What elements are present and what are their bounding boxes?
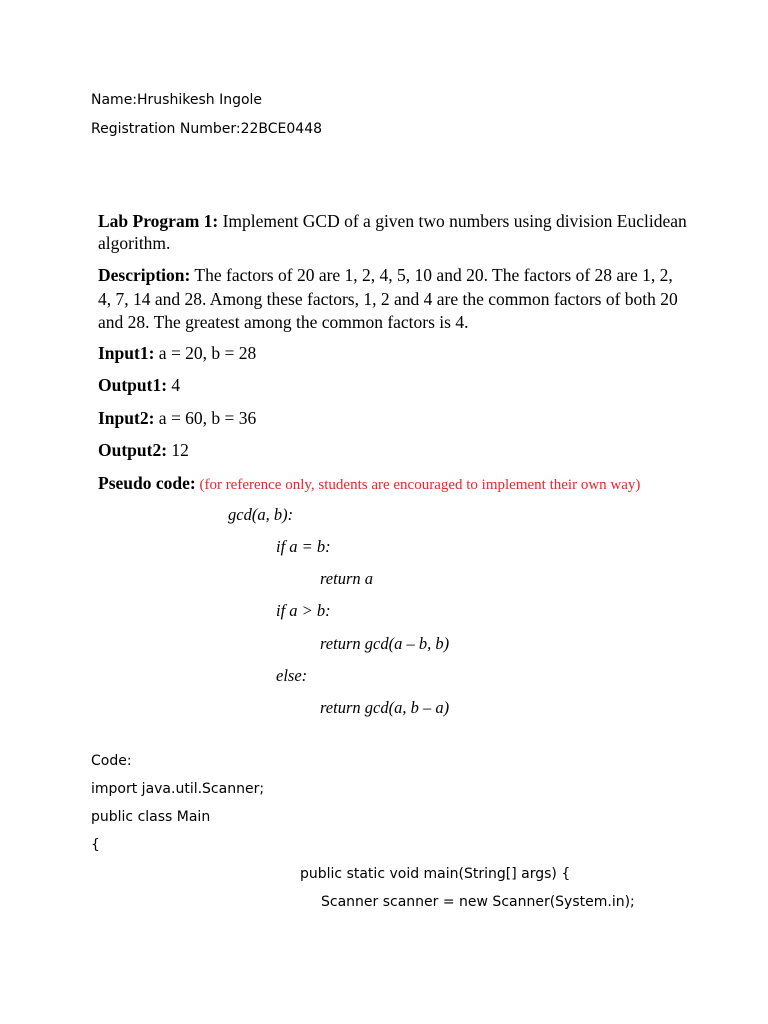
lab-title [98,211,687,232]
registration-number: Registration Number:22BCE0448 [91,121,323,137]
pseudo-line-if-greater: if a > b: [276,601,331,620]
input2-value: a = 60, b = 36 [154,408,257,428]
code-line-scanner: Scanner scanner = new Scanner(System.in); [321,894,635,910]
pseudo-line-return-gcd-2: return gcd(a, b – a) [320,698,450,717]
lab-title-text: Implement GCD of a given two numbers using division Euclidean [218,211,687,231]
code-line-import: import java.util.Scanner; [91,781,265,797]
description-line-2: 4, 7, 14 and 28. Among these factors, 1, 2 and 4 are the common factors of both 20 [98,289,678,309]
pseudo-line-if-equal: if a = b: [276,537,331,556]
input2 [98,408,256,429]
output1 [98,375,180,396]
description-label: Description: [98,265,191,285]
pseudo-line-return-a: return a [320,569,374,588]
output2-label: Output2: [98,440,168,460]
lab-title-continued: algorithm. [98,233,171,253]
lab-title-label: Lab Program 1: [98,211,219,231]
pseudo-code-note: (for reference only, students are encouraged to implement their own way) [195,477,641,493]
output1-value: 4 [167,375,181,395]
pseudo-line-return-gcd-1: return gcd(a – b, b) [320,634,450,653]
pseudo-line-else: else: [276,666,308,685]
input2-label: Input2: [98,408,155,428]
code-line-open-brace: { [91,837,100,853]
pseudo-code-heading [98,473,640,494]
code-label: Code: [91,753,132,769]
output2-value: 12 [167,440,189,460]
pseudo-line-gcd: gcd(a, b): [228,505,294,524]
description-line-3: and 28. The greatest among the common factors is 4. [98,312,469,332]
input1-label: Input1: [98,343,155,363]
output1-label: Output1: [98,375,168,395]
description-text-1: The factors of 20 are 1, 2, 4, 5, 10 and 20. The factors of 28 are 1, 2, [190,265,673,285]
description-line-1 [98,265,673,286]
input1-value: a = 20, b = 28 [154,343,257,363]
input1 [98,343,256,364]
output2 [98,440,189,461]
code-line-class: public class Main [91,809,211,825]
code-line-main-method: public static void main(String[] args) { [300,866,571,882]
student-name: Name:Hrushikesh Ingole [91,92,263,108]
pseudo-code-label: Pseudo code: [98,473,196,493]
